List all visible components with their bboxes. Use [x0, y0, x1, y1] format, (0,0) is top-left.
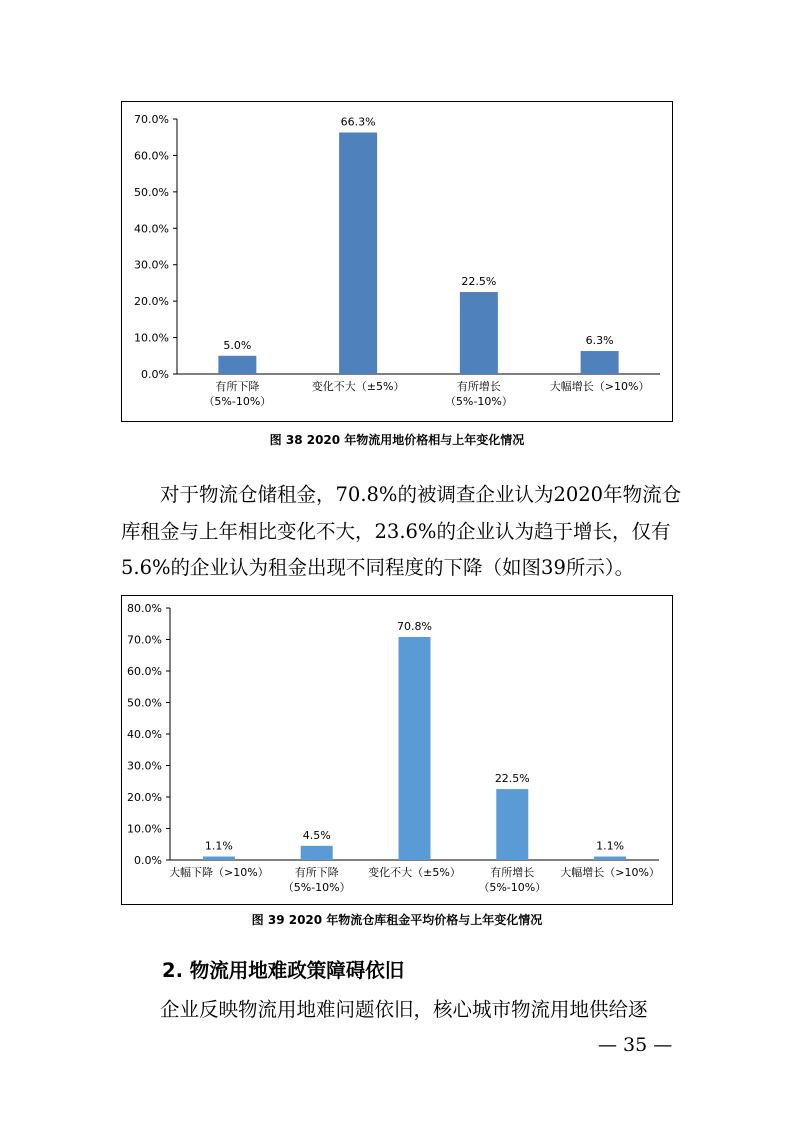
y-tick-label: 70.0% [134, 113, 169, 126]
data-label: 70.8% [397, 619, 432, 633]
paragraph-rent [121, 477, 682, 587]
x-tick-label: 变化不大（±5%） [368, 866, 461, 879]
y-tick-label: 10.0% [134, 331, 169, 345]
y-tick-label: 20.0% [127, 791, 162, 804]
y-tick-label: 60.0% [134, 149, 169, 163]
x-tick-label: （5%-10%） [444, 395, 513, 408]
y-tick-label: 10.0% [127, 822, 162, 836]
data-label: 22.5% [461, 275, 497, 289]
section-heading: 2. 物流用地难政策障碍依旧 [162, 959, 405, 982]
bar [339, 132, 377, 374]
y-tick-label: 0.0% [141, 368, 169, 381]
y-tick-label: 20.0% [134, 295, 169, 309]
data-label: 5.0% [223, 338, 252, 352]
y-tick-label: 40.0% [127, 728, 162, 741]
chart-figure-39 [121, 595, 673, 905]
page-number: — 35 — [598, 1034, 673, 1056]
x-tick-label: 大幅增长（>10%） [560, 866, 660, 879]
x-tick-label: 有所下降 [294, 866, 339, 879]
bar [581, 351, 619, 374]
x-tick-label: 有所下降 [215, 380, 260, 393]
x-tick-label: 有所增长 [490, 866, 535, 879]
chart-figure-38 [121, 101, 673, 422]
x-tick-label: （5%-10%） [478, 881, 547, 894]
data-label: 4.5% [302, 828, 331, 842]
y-tick-label: 50.0% [127, 696, 162, 710]
x-tick-label: （5%-10%） [282, 881, 351, 894]
paragraph-line: 企业反映物流用地难问题依旧，核心城市物流用地供给逐 [121, 998, 648, 1021]
bar-chart-38 [122, 102, 672, 421]
y-tick-label: 0.0% [134, 854, 162, 867]
paragraph-line: 库租金与上年相比变化不大，23.6%的企业认为趋于增长，仅有 [121, 519, 671, 543]
data-label: 6.3% [585, 334, 614, 348]
data-label: 1.1% [204, 839, 233, 853]
bar [594, 857, 626, 860]
x-tick-label: 大幅下降（>10%） [169, 866, 269, 879]
data-label: 66.3% [340, 115, 376, 129]
figure-39-caption: 图 39 2020 年物流仓库租金平均价格与上年变化情况 [251, 913, 543, 927]
bar [399, 637, 431, 860]
y-tick-label: 70.0% [127, 633, 162, 647]
bar [203, 857, 235, 860]
figure-38-caption: 图 38 2020 年物流用地价格相与上年变化情况 [269, 433, 525, 447]
data-label: 22.5% [494, 772, 530, 786]
bar [218, 356, 256, 374]
bar-chart-39 [122, 596, 672, 904]
bar [496, 789, 528, 860]
bar [301, 846, 333, 860]
y-tick-label: 50.0% [134, 185, 169, 199]
paragraph-land [121, 992, 673, 1029]
y-tick-label: 40.0% [134, 222, 169, 236]
y-tick-label: 30.0% [134, 258, 169, 272]
data-label: 1.1% [596, 839, 625, 853]
y-tick-label: 30.0% [127, 759, 162, 773]
x-tick-label: 大幅增长（>10%） [549, 380, 650, 393]
x-tick-label: （5%-10%） [203, 395, 272, 408]
x-tick-label: 有所增长 [456, 380, 501, 393]
paragraph-line: 5.6%的企业认为租金出现不同程度的下降（如图39所示）。 [121, 556, 635, 579]
x-tick-label: 变化不大（±5%） [311, 380, 405, 393]
y-tick-label: 60.0% [127, 665, 162, 678]
y-tick-label: 80.0% [127, 602, 162, 615]
paragraph-line: 对于物流仓储租金，70.8%的被调查企业认为2020年物流仓 [121, 483, 682, 506]
bar [460, 292, 498, 374]
